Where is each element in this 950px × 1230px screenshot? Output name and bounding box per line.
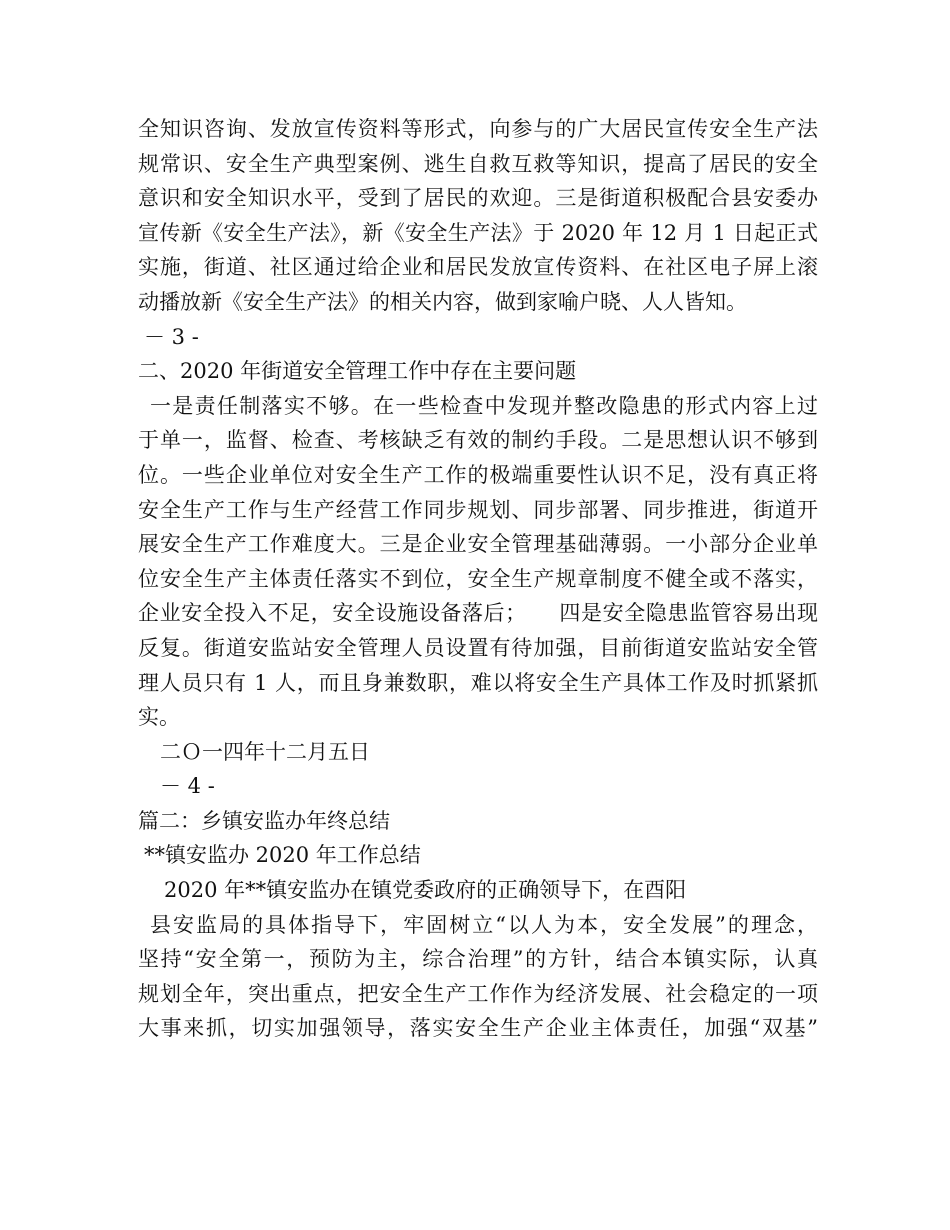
text-line: 实。 — [138, 705, 180, 730]
text-line: 实施，街道、社区通过给企业和居民发放宣传资料、在社区电子屏上滚 — [138, 255, 818, 280]
report-title: **镇安监办 2020 年工作总结 — [144, 843, 421, 868]
text-line: 宣传新《安全生产法》，新《安全生产法》于 2020 年 12 月 1 日起正式 — [138, 220, 818, 245]
text-line: 规常识、安全生产典型案例、逃生自救互救等知识，提高了居民的安全 — [138, 151, 818, 176]
text-line: 坚持“安全第一，预防为主，综合治理”的方针，结合本镇实际，认真 — [138, 947, 818, 972]
text-line: 2020 年**镇安监办在镇党委政府的正确领导下，在酉阳 — [164, 878, 687, 903]
text-line: 大事来抓，切实加强领导，落实安全生产企业主体责任，加强“双基” — [138, 1016, 818, 1041]
text-line: 安全生产工作与生产经营工作同步规划、同步部署、同步推进，街道开 — [138, 497, 818, 522]
text-line: 动播放新《安全生产法》的相关内容，做到家喻户晓、人人皆知。 — [138, 289, 747, 314]
text-line: 反复。街道安监站安全管理人员设置有待加强，目前街道安监站安全管 — [138, 635, 818, 660]
text-line: 一是责任制落实不够。在一些检查中发现并整改隐患的形式内容上过 — [150, 393, 818, 418]
document-page — [138, 112, 818, 1046]
text-line: 于单一，监督、检查、考核缺乏有效的制约手段。二是思想认识不够到 — [138, 428, 818, 453]
text-line: 企业安全投入不足，安全设施设备落后； 四是安全隐患监管容易出现 — [138, 601, 818, 626]
page-number: － 4 - — [160, 774, 215, 799]
text-line: 规划全年，突出重点，把安全生产工作作为经济发展、社会稳定的一项 — [138, 981, 818, 1006]
text-line: 县安监局的具体指导下，牢固树立“以人为本，安全发展”的理念， — [150, 912, 818, 937]
date-line: 二Ｏ一四年十二月五日 — [160, 739, 370, 764]
text-line: 全知识咨询、发放宣传资料等形式，向参与的广大居民宣传安全生产法 — [138, 117, 818, 141]
text-line: 位。一些企业单位对安全生产工作的极端重要性认识不足，没有真正将 — [138, 462, 818, 487]
text-line: 位安全生产主体责任落实不到位，安全生产规章制度不健全或不落实， — [138, 566, 818, 591]
text-line: 理人员只有 1 人，而且身兼数职，难以将安全生产具体工作及时抓紧抓 — [138, 670, 818, 695]
page-number: － 3 - — [144, 324, 199, 349]
text-line: 意识和安全知识水平，受到了居民的欢迎。三是街道积极配合县安委办 — [138, 186, 818, 211]
chapter-title: 篇二：乡镇安监办年终总结 — [138, 808, 390, 833]
section-heading: 二、2020 年街道安全管理工作中存在主要问题 — [138, 359, 577, 384]
text-line: 展安全生产工作难度大。三是企业安全管理基础薄弱。一小部分企业单 — [138, 532, 818, 557]
